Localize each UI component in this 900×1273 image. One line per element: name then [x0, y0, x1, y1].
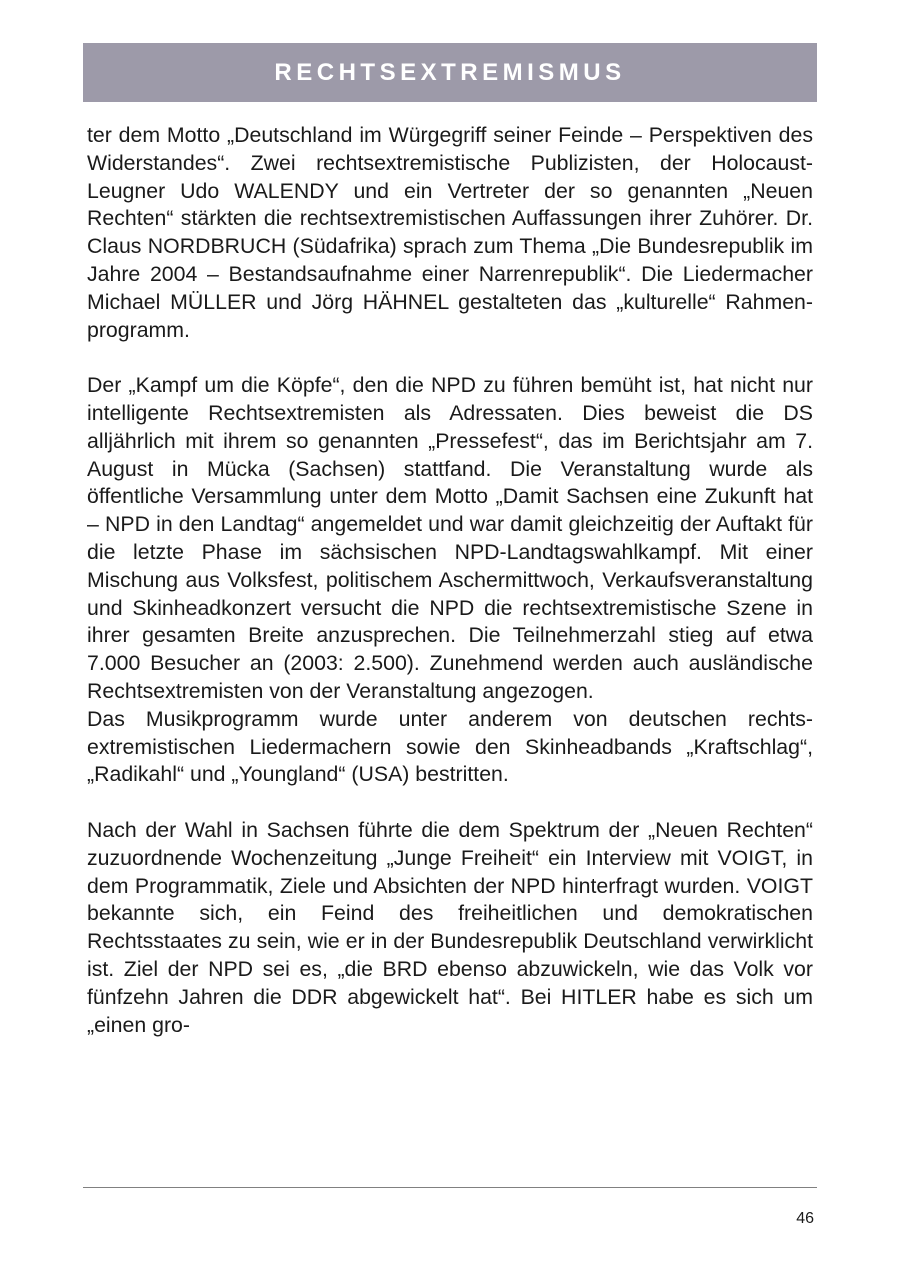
body-text [87, 122, 813, 1039]
paragraph: Das Musikprogramm wurde unter anderem von deutschen rechtsextremistischen Liedermachern sowie den Skinheadbands „Kraftschlag“, „Radikahl“ und „Youngland“ (USA) bestritten. [87, 706, 813, 787]
paragraph: ter dem Motto „Deutschland im Würgegriff seiner Feinde – Perspektiven des Widerstandes“. Zwei rechtsextremistische Publizisten, der Holocaust-Leugner Udo WALENDY und ein Vertreter der so genannten „Neuen Rechten“ stärkten die rechtsextremistischen Auffassungen ihrer Zuhörer. Dr. Claus NORDBRUCH (Südafrika) sprach zum Thema „Die Bundesrepublik im Jahre 2004 – Bestandsaufnahme einer Narrenrepublik“. Die Liedermacher Michael MÜLLER und Jörg HÄHNEL gestalteten das „kulturelle“ Rahmenprogramm. [87, 123, 813, 342]
footer-divider [83, 1187, 817, 1188]
page-header-title: RECHTSEXTREMISMUS [274, 58, 626, 86]
page-header-bar [83, 43, 817, 102]
page-number: 46 [796, 1210, 814, 1227]
paragraph: Nach der Wahl in Sachsen führte die dem Spektrum der „Neuen Rechten“ zuzuordnende Wochenzeitung „Junge Freiheit“ ein Interview mit VOIGT, in dem Programmatik, Ziele und Absichten der NPD hinterfragt wurden. VOIGT bekannte sich, ein Feind des freiheitlichen und demokratischen Rechtsstaates zu sein, wie er in der Bundesrepublik Deutschland verwirklicht ist. Ziel der NPD sei es, „die BRD ebenso abzuwickeln, wie das Volk vor fünfzehn Jahren die DDR abgewickelt hat“. Bei HITLER habe es sich um „einen gro- [87, 817, 813, 1037]
paragraph: Der „Kampf um die Köpfe“, den die NPD zu führen bemüht ist, hat nicht nur intelligente Rechtsextremisten als Adressaten. Dies beweist die DS alljährlich mit ihrem so genannten „Pressefest“, das im Berichtsjahr am 7. August in Mücka (Sachsen) stattfand. Die Veranstaltung wurde als öffentliche Versammlung unter dem Motto „Damit Sachsen eine Zukunft hat – NPD in den Landtag“ angemeldet und war damit gleichzeitig der Auftakt für die letzte Phase im sächsischen NPD-Landtagswahlkampf. Mit einer Mischung aus Volksfest, politischem Aschermittwoch, Verkaufsveranstaltung und Skinheadkonzert versucht die NPD die rechtsextremistische Szene in ihrer gesamten Breite anzusprechen. Die Teilnehmerzahl stieg auf etwa 7.000 Besucher an (2003: 2.500). Zunehmend werden auch ausländische Rechtsextremisten von der Veranstaltung angezogen. [87, 373, 813, 703]
